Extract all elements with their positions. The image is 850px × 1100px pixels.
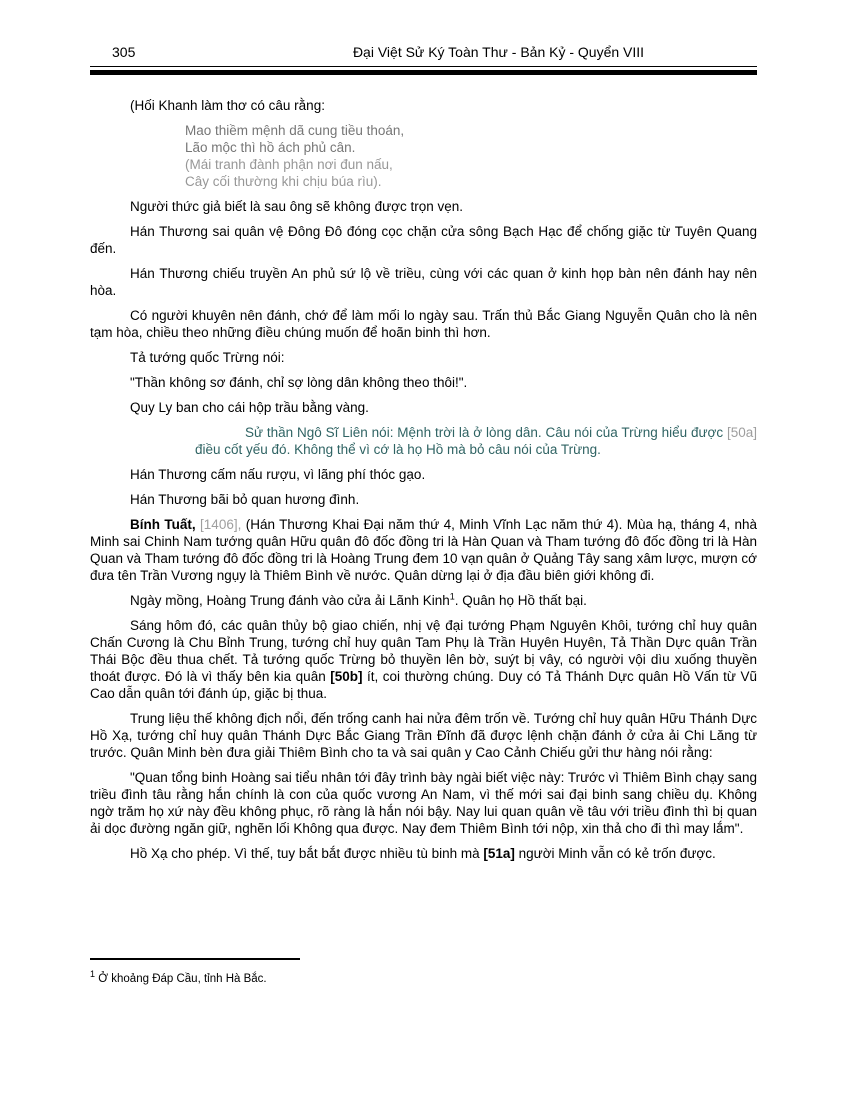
paragraph bbox=[90, 399, 757, 416]
text-segment: Sử thần Ngô Sĩ Liên nói: Mệnh trời là ở lòng dân. Câu nói của Trừng hiểu được bbox=[245, 424, 727, 440]
text-segment: Quy Ly ban cho cái hộp trầu bằng vàng. bbox=[130, 399, 369, 415]
paragraph bbox=[90, 845, 757, 862]
paragraph bbox=[90, 349, 757, 366]
text-segment: Hán Thương chiếu truyền An phủ sứ lộ về triều, cùng với các quan ở kinh họp bàn nên đánh hay nên hòa. bbox=[90, 265, 757, 298]
text-segment: Tả tướng quốc Trừng nói: bbox=[130, 349, 285, 365]
footnote bbox=[90, 969, 757, 987]
text-segment: Hán Thương bãi bỏ quan hương đình. bbox=[130, 491, 360, 507]
text-segment: Hồ Xạ cho phép. Vì thế, tuy bắt bắt được nhiều tù binh mà bbox=[130, 845, 484, 861]
text-segment: (Hán Thương Khai Đại năm thứ 4, Minh Vĩnh Lạc năm thứ 4). Mùa hạ, tháng 4, nhà Minh sai Chinh Nam tướng quân Hữu quân đô đốc đồng tri là Hàn Quan và Tham tướng đô đốc đồng tri là Hàn Quan và Tham tướng đô đốc đồng tri là Hoàng Trung đem 10 vạn quân ở Quảng Tây sang xâm lược, mượn cớ đưa tên Trần Vương ngụy là Thiêm Bình về nước. Quân dừng lại ở địa đầu biên giới không đi. bbox=[90, 516, 757, 583]
text-segment: Người thức giả biết là sau ông sẽ không được trọn vẹn. bbox=[130, 198, 463, 214]
poem bbox=[185, 122, 757, 190]
paragraph bbox=[90, 710, 757, 761]
footnote-block bbox=[90, 958, 757, 987]
text-segment: (Hối Khanh làm thơ có câu rằng: bbox=[130, 97, 325, 113]
text-segment: [1406], bbox=[200, 516, 242, 532]
text-segment: [50b] bbox=[330, 668, 363, 684]
text-segment: Sáng hôm đó, các quân thủy bộ giao chiến, nhị vệ đại tướng Phạm Nguyên Khôi, tướng chỉ huy quân Chấn Cương là Chu Bỉnh Trung, tướng chỉ huy quân Tam Phụ là Trần Huyên Huyên, Tả Thần Dực quân Trần Thái Bộc đều thua chết. Tả tướng quốc Trừng bỏ thuyền lên bờ, suýt bị vây, có người vội dìu xuống thuyền thoát được. Đó là vì thấy bên kia quân bbox=[90, 617, 757, 684]
content-area bbox=[90, 97, 757, 862]
paragraph bbox=[90, 223, 757, 257]
poem-line: Mao thiềm mệnh dã cung tiều thoán, bbox=[185, 122, 405, 138]
text-segment: Hán Thương cấm nấu rượu, vì lãng phí thóc gạo. bbox=[130, 466, 426, 482]
header-title: Đại Việt Sử Ký Toàn Thư - Bản Kỷ - Quyển VIII bbox=[352, 44, 645, 60]
poem-line: (Mái tranh đành phận nơi đun nấu, bbox=[185, 156, 393, 172]
text-segment: người Minh vẫn có kẻ trốn được. bbox=[514, 845, 716, 861]
paragraph bbox=[90, 97, 757, 114]
text-segment: Ngày mồng, Hoàng Trung đánh vào cửa ải Lãnh Kinh bbox=[130, 592, 450, 608]
paragraph bbox=[90, 198, 757, 215]
footnote-reference: 1 bbox=[449, 591, 455, 601]
page-number: 305 bbox=[112, 44, 136, 60]
paragraph bbox=[90, 265, 757, 299]
paragraph bbox=[90, 466, 757, 483]
footnote-marker: 1 bbox=[90, 969, 96, 980]
paragraph bbox=[90, 374, 757, 391]
text-segment: Bính Tuất, bbox=[130, 516, 201, 532]
paragraph bbox=[90, 617, 757, 702]
paragraph bbox=[90, 516, 757, 584]
paragraph bbox=[90, 307, 757, 341]
text-segment: Hán Thương sai quân vệ Đông Đô đóng cọc chặn cửa sông Bạch Hạc để chống giặc từ Tuyên Quang đến. bbox=[90, 223, 757, 256]
text-segment: Trung liệu thế không địch nổi, đến trống canh hai nửa đêm trốn về. Tướng chỉ huy quân Hữu Thánh Dực Hồ Xạ, tướng chỉ huy quân Thánh Dực Bắc Giang Trần Đĩnh đã được lệnh chặn đánh ở cửa ải Chi Lăng từ trước. Quân Minh bèn đưa giải Thiêm Bình cho ta và sai quân y Cao Cảnh Chiếu gửi thư hàng nói rằng: bbox=[90, 710, 757, 760]
text-segment: Có người khuyên nên đánh, chớ để làm mối lo ngày sau. Trấn thủ Bắc Giang Nguyễn Quân cho là nên tạm hòa, chiều theo những điều chúng muốn để hoãn binh thì hơn. bbox=[90, 307, 757, 340]
text-segment: điều cốt yếu đó. Không thể vì cớ là họ Hồ mà bỏ câu nói của Trừng. bbox=[195, 441, 601, 457]
header-rule-thin bbox=[90, 66, 757, 67]
footnote-rule bbox=[90, 958, 300, 960]
text-segment: [50a] bbox=[726, 424, 757, 440]
paragraph bbox=[90, 592, 757, 609]
text-segment: "Quan tổng binh Hoàng sai tiểu nhân tới đây trình bày ngài biết việc này: Trước vì Thiêm Bình chạy sang triều đình tâu rằng hắn chính là con của quốc vương An Nam, vì thế mới sai đại binh sang chiều dụ. Không ngờ trăm họ xứ này đều không phục, rõ ràng là hắn nói bậy. Nay lui quan quân về tâu với triều đình thì bị quan ải dọc đường ngăn giữ, nghẽn lối Không qua được. Nay đem Thiêm Bình tới nộp, xin thả cho đi thì may lắm". bbox=[90, 769, 757, 836]
footnote-text: Ở khoảng Đáp Cầu, tỉnh Hà Bắc. bbox=[95, 973, 267, 985]
text-segment: "Thần không sơ đánh, chỉ sợ lòng dân không theo thôi!". bbox=[130, 374, 468, 390]
text-segment: . Quân họ Hồ thất bại. bbox=[454, 592, 587, 608]
poem-line: Lão mộc thì hồ ách phủ cân. bbox=[185, 139, 356, 155]
paragraph bbox=[90, 491, 757, 508]
header-rule-thick bbox=[90, 70, 757, 75]
poem-line: Cây cối thường khi chịu búa rìu). bbox=[185, 173, 382, 189]
text-segment: ít, coi thường chúng. Duy có Tả Thánh Dực quân Hồ Vấn từ Vũ Cao dẫn quân tới đánh úp, giặc bị thua. bbox=[90, 668, 757, 701]
text-segment: [51a] bbox=[483, 845, 515, 861]
page-header bbox=[0, 0, 850, 66]
historian-comment bbox=[195, 424, 757, 458]
paragraph bbox=[90, 769, 757, 837]
